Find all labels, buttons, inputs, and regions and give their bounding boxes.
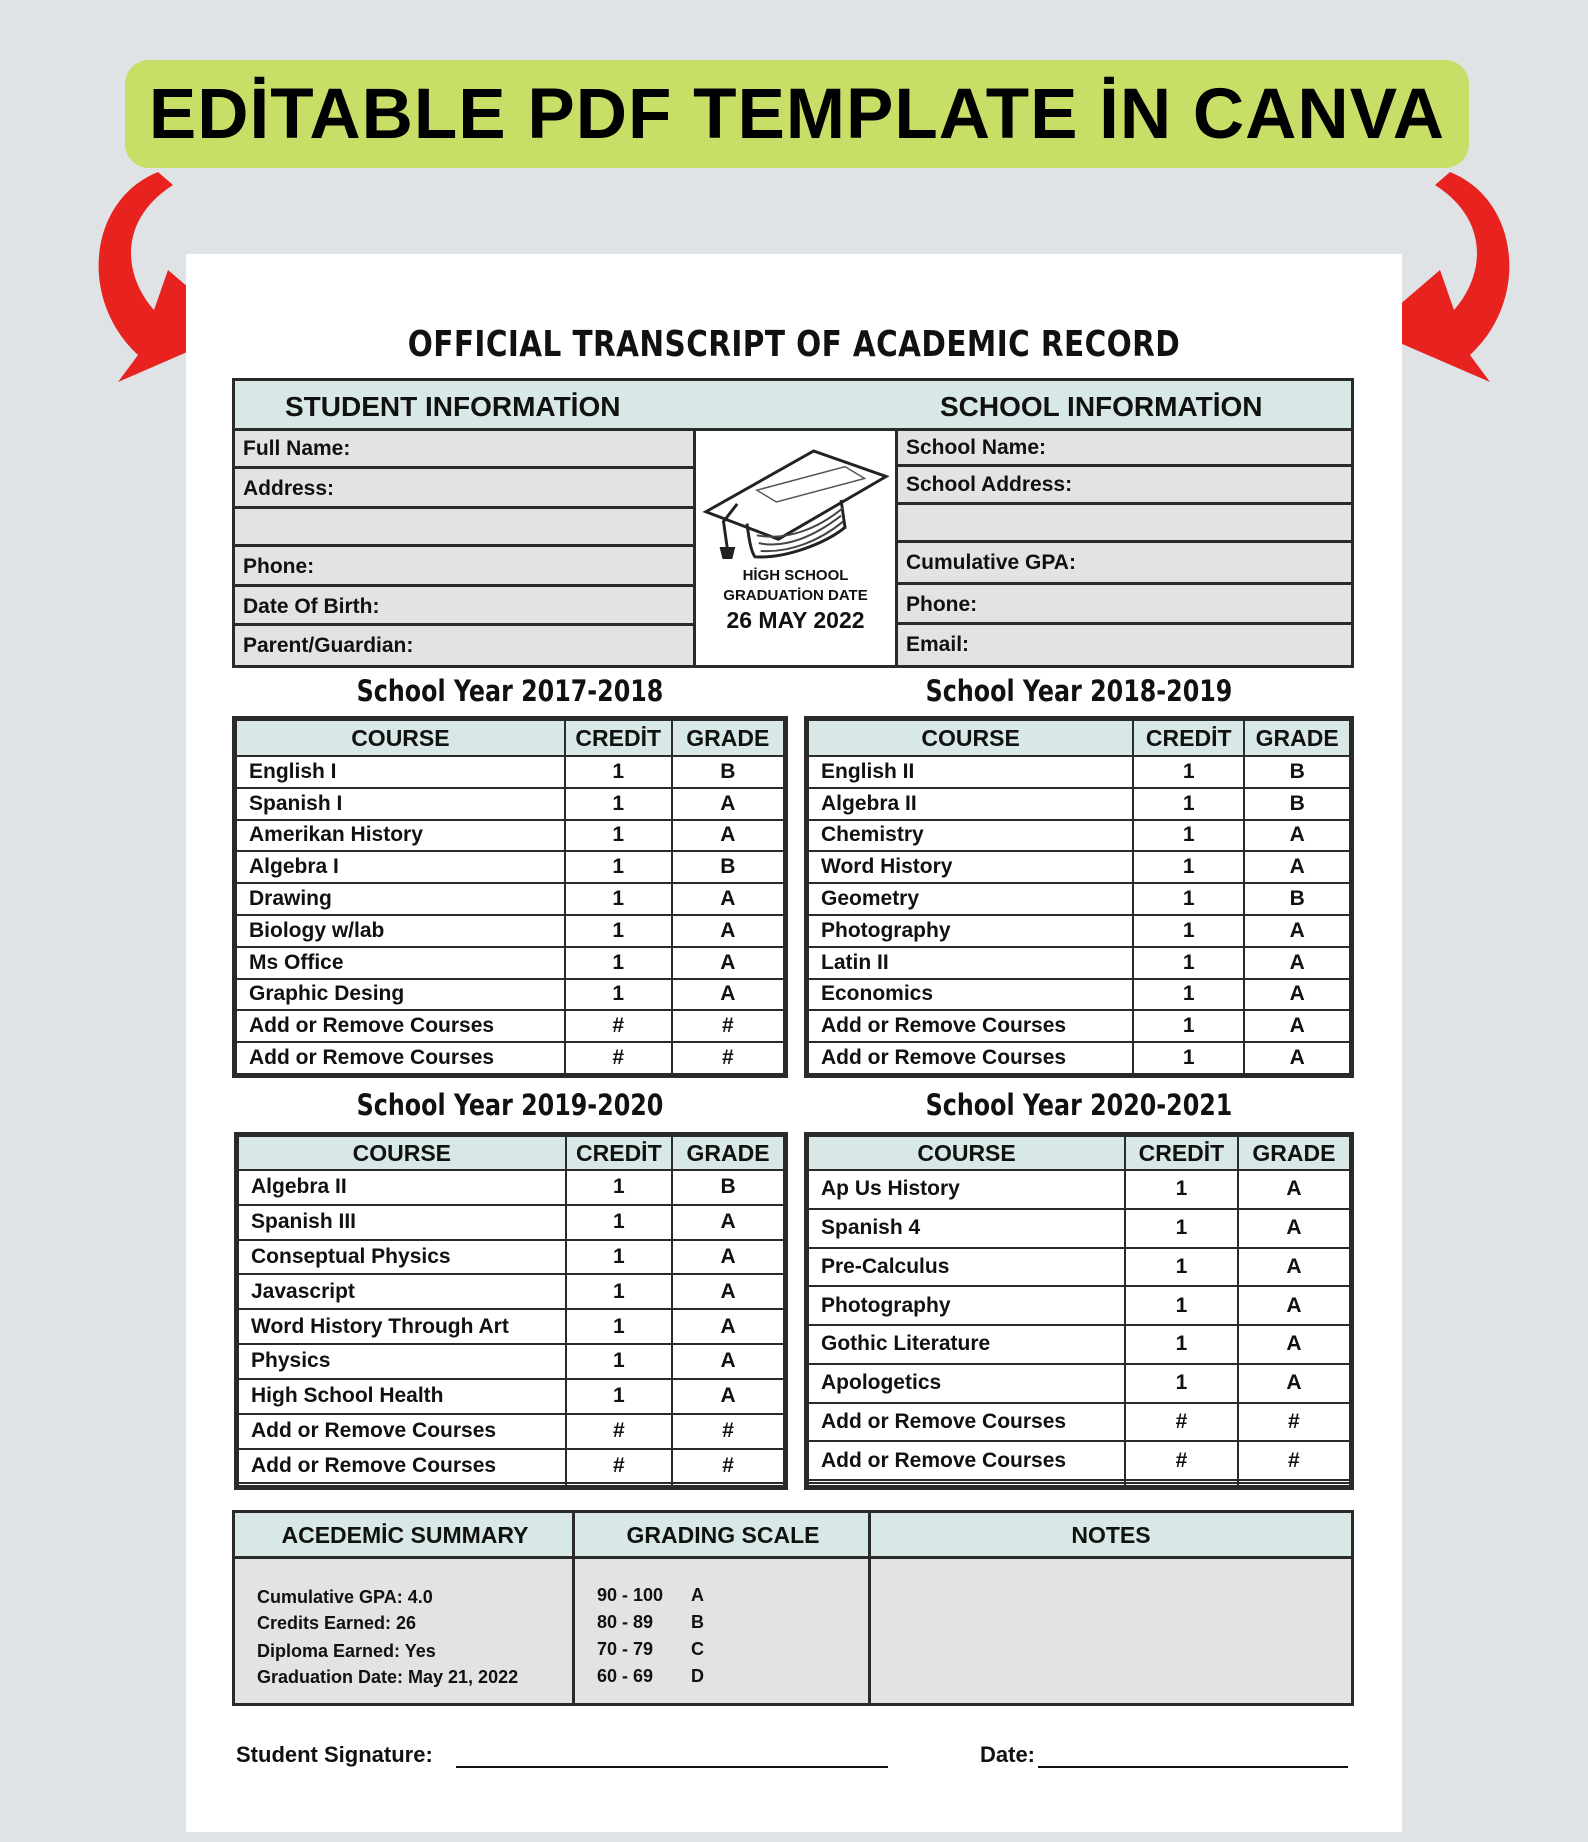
course-cell[interactable]: Word History [808,851,1133,883]
credit-cell[interactable]: 1 [565,756,672,788]
school-email-field[interactable]: Email: [906,633,970,656]
student-info-heading: STUDENT INFORMATİON [285,391,621,422]
table-row [236,756,784,788]
grade-cell[interactable]: B [672,756,784,788]
course-cell[interactable]: Algebra II [238,1170,566,1205]
course-cell[interactable]: Drawing [236,883,565,915]
table-row [808,1042,1350,1074]
table-row [238,1309,784,1344]
course-cell[interactable]: English II [808,756,1133,788]
grade-cell[interactable]: A [1238,1209,1350,1248]
table-row [236,883,784,915]
course-cell[interactable]: Add or Remove Courses [808,1403,1125,1442]
graduation-date[interactable]: 26 MAY 2022 [726,607,865,633]
grade-cell[interactable]: A [672,979,784,1011]
parent-guardian-field[interactable]: Parent/Guardian: [243,634,414,657]
course-cell[interactable]: Photography [808,915,1133,947]
summary-divider [868,1513,871,1703]
grade-header: GRADE [672,1136,784,1170]
phone-field[interactable]: Phone: [235,547,693,587]
course-cell[interactable]: Spanish III [238,1205,566,1240]
year-2018-2019-title: School Year 2018-2019 [925,674,1233,708]
grade-header: GRADE [672,720,784,756]
credit-cell[interactable]: 1 [566,1344,672,1379]
course-header: COURSE [808,720,1133,756]
grade-cell[interactable]: A [1244,947,1350,979]
year-2020-2021-table [804,1132,1354,1490]
table-row [808,979,1350,1011]
course-cell[interactable]: Physics [238,1344,566,1379]
table-row [808,883,1350,915]
table-row [236,979,784,1011]
credit-cell[interactable]: # [1125,1403,1238,1442]
grade-cell[interactable]: A [672,883,784,915]
grade-cell[interactable]: A [672,820,784,852]
credit-cell[interactable]: 1 [565,788,672,820]
course-cell[interactable]: Gothic Literature [808,1325,1125,1364]
course-cell[interactable]: Word History Through Art [238,1309,566,1344]
course-cell[interactable]: Amerikan History [236,820,565,852]
credit-cell[interactable] [566,1483,672,1486]
date-line[interactable] [1038,1766,1348,1768]
grade-cell[interactable]: # [672,1449,784,1484]
document-title: OFFICIAL TRANSCRIPT OF ACADEMIC RECORD [407,324,1181,365]
school-address-line-2-field[interactable] [898,505,1351,543]
credit-cell[interactable]: 1 [1133,1042,1244,1074]
table-row [808,1364,1350,1403]
table-row [808,947,1350,979]
grade-header: GRADE [1244,720,1350,756]
table-row [238,1414,784,1449]
credit-cell[interactable]: 1 [1133,1010,1244,1042]
grade-cell[interactable]: A [672,915,784,947]
school-address-field[interactable]: School Address: [898,467,1351,505]
credit-cell[interactable]: 1 [1133,915,1244,947]
course-cell[interactable]: Add or Remove Courses [236,1042,565,1074]
table-row [238,1170,784,1205]
course-cell[interactable]: Ms Office [236,947,565,979]
table-row [808,788,1350,820]
table-row [238,1240,784,1275]
credit-cell[interactable]: 1 [566,1309,672,1344]
banner-text: EDİTABLE PDF TEMPLATE İN CANVA [148,74,1446,154]
summary-graduation-date[interactable]: Graduation Date: May 21, 2022 [257,1667,519,1687]
table-row [236,915,784,947]
table-row [238,1344,784,1379]
banner [125,60,1469,168]
course-cell[interactable]: Ap Us History [808,1170,1125,1209]
grade-cell[interactable]: A [1238,1170,1350,1209]
credit-cell[interactable]: 1 [566,1240,672,1275]
credit-cell[interactable] [1125,1483,1238,1486]
course-cell[interactable]: Photography [808,1286,1125,1325]
credit-cell[interactable]: 1 [1133,851,1244,883]
grade-cell[interactable]: A [1244,820,1350,852]
credit-cell[interactable]: 1 [565,979,672,1011]
credit-cell[interactable]: 1 [566,1379,672,1414]
credit-cell[interactable]: 1 [565,947,672,979]
summary-divider [572,1513,575,1703]
table-row [236,788,784,820]
grade-header: GRADE [1238,1136,1350,1170]
scale-grade: B [691,1612,704,1632]
table-row [808,915,1350,947]
course-cell[interactable] [238,1483,566,1486]
credit-cell[interactable]: 1 [1125,1286,1238,1325]
grade-cell[interactable]: A [672,1274,784,1309]
credit-cell[interactable]: 1 [1125,1364,1238,1403]
credit-cell[interactable]: 1 [1125,1170,1238,1209]
grade-cell[interactable]: # [672,1042,784,1074]
summary-credits[interactable]: Credits Earned: 26 [257,1613,417,1633]
table-row [808,1248,1350,1287]
grade-cell[interactable]: B [672,851,784,883]
student-info-fields [235,431,693,665]
credit-cell[interactable]: 1 [1133,756,1244,788]
year-2018-2019-table [804,716,1354,1078]
course-header: COURSE [236,720,565,756]
grade-cell[interactable]: B [1244,756,1350,788]
course-cell[interactable]: Javascript [238,1274,566,1309]
summary-gpa[interactable]: Cumulative GPA: 4.0 [257,1587,433,1607]
grade-cell[interactable]: # [1238,1403,1350,1442]
grade-cell[interactable]: A [1244,915,1350,947]
scale-range: 70 - 79 [597,1639,654,1659]
notes-area[interactable] [874,1559,1351,1703]
course-cell[interactable]: Spanish I [236,788,565,820]
grading-scale-heading: GRADING SCALE [575,1513,871,1559]
school-phone-field[interactable]: Phone: [898,585,1351,625]
table-row [238,1379,784,1414]
table-row [236,947,784,979]
course-cell[interactable]: High School Health [238,1379,566,1414]
course-cell[interactable]: Add or Remove Courses [808,1441,1125,1480]
date-label: Date: [980,1742,1036,1767]
credit-cell[interactable]: 1 [1125,1325,1238,1364]
table-row [808,851,1350,883]
graduation-label-line2: GRADUATİON DATE [723,587,868,604]
information-block [232,378,1354,668]
credit-cell[interactable]: # [565,1042,672,1074]
scale-range: 80 - 89 [597,1612,654,1632]
grade-cell[interactable]: # [672,1010,784,1042]
grade-cell[interactable]: B [1244,883,1350,915]
credit-header: CREDİT [566,1136,672,1170]
table-row [808,1209,1350,1248]
grade-cell[interactable] [1238,1483,1350,1486]
credit-header: CREDİT [1133,720,1244,756]
course-cell[interactable]: Spanish 4 [808,1209,1125,1248]
scale-grade: A [691,1585,704,1605]
summary-diploma[interactable]: Diploma Earned: Yes [257,1641,436,1661]
course-cell[interactable]: Graphic Desing [236,979,565,1011]
course-cell[interactable]: Biology w/lab [236,915,565,947]
table-row [238,1274,784,1309]
summary-block [232,1510,1354,1706]
grade-cell[interactable]: A [1238,1248,1350,1287]
course-cell[interactable]: Chemistry [808,820,1133,852]
date-of-birth-field[interactable]: Date Of Birth: [235,587,693,626]
school-info-heading: SCHOOL INFORMATİON [940,391,1263,422]
grade-cell[interactable]: B [1244,788,1350,820]
address-field[interactable]: Address: [235,469,693,509]
grade-cell[interactable]: A [1238,1286,1350,1325]
credit-cell[interactable]: 1 [1133,820,1244,852]
graduation-label-line1: HİGH SCHOOL [742,567,849,584]
scale-grade: C [691,1639,704,1659]
grade-cell[interactable]: A [672,1309,784,1344]
course-header: COURSE [808,1136,1125,1170]
grade-cell[interactable]: A [672,1205,784,1240]
credit-header: CREDİT [1125,1136,1238,1170]
credit-cell[interactable]: 1 [566,1274,672,1309]
course-cell[interactable]: Latin II [808,947,1133,979]
grade-cell[interactable]: # [672,1414,784,1449]
grade-cell[interactable]: A [1238,1325,1350,1364]
school-info-fields [895,431,1351,665]
table-row [238,1449,784,1484]
table-row [808,1441,1350,1480]
notes-heading: NOTES [871,1513,1351,1559]
credit-cell[interactable]: # [565,1010,672,1042]
table-row [808,1483,1350,1486]
table-row [238,1483,784,1486]
credit-cell[interactable]: # [566,1414,672,1449]
grade-cell[interactable]: A [672,1344,784,1379]
course-cell[interactable]: Algebra I [236,851,565,883]
credit-cell[interactable]: 1 [565,851,672,883]
course-cell[interactable]: Pre-Calculus [808,1248,1125,1287]
student-signature-line[interactable] [456,1766,888,1768]
credit-cell[interactable]: 1 [566,1205,672,1240]
grade-cell[interactable]: A [1244,979,1350,1011]
credit-cell[interactable]: # [1125,1441,1238,1480]
grade-cell[interactable] [672,1483,784,1486]
table-row [236,851,784,883]
grade-cell[interactable]: A [1244,1042,1350,1074]
table-row [236,820,784,852]
table-row [808,1325,1350,1364]
year-2017-2018-title: School Year 2017-2018 [356,674,664,708]
information-header [235,381,1351,431]
table-row [808,1010,1350,1042]
table-row [236,1042,784,1074]
grade-cell[interactable]: A [1244,851,1350,883]
graduation-panel [693,431,895,665]
academic-summary-heading: ACEDEMİC SUMMARY [235,1513,575,1559]
course-cell[interactable]: Add or Remove Courses [236,1010,565,1042]
credit-cell[interactable]: 1 [565,915,672,947]
address-line-2-field[interactable] [235,509,693,547]
student-signature-label: Student Signature: [236,1742,433,1767]
scale-range: 90 - 100 [597,1585,664,1605]
table-row [236,1010,784,1042]
credit-cell[interactable]: 1 [1133,788,1244,820]
course-cell[interactable]: Economics [808,979,1133,1011]
year-2020-2021-title: School Year 2020-2021 [925,1088,1233,1122]
full-name-field[interactable]: Full Name: [235,431,693,469]
course-cell[interactable]: Geometry [808,883,1133,915]
credit-cell[interactable]: 1 [566,1170,672,1205]
course-cell[interactable]: Add or Remove Courses [238,1414,566,1449]
table-row [808,756,1350,788]
table-row [808,1170,1350,1209]
course-header: COURSE [238,1136,566,1170]
credit-cell[interactable]: 1 [1125,1248,1238,1287]
course-cell[interactable]: Algebra II [808,788,1133,820]
year-2019-2020-title: School Year 2019-2020 [356,1088,664,1122]
scale-grade: D [691,1666,704,1686]
course-cell[interactable]: Apologetics [808,1364,1125,1403]
credit-cell[interactable]: 1 [1133,883,1244,915]
table-row [808,1286,1350,1325]
graduation-cap-icon [698,441,894,559]
course-cell[interactable]: Conseptual Physics [238,1240,566,1275]
cumulative-gpa-field[interactable]: Cumulative GPA: [898,543,1351,585]
grade-cell[interactable]: A [672,1379,784,1414]
course-cell[interactable]: Add or Remove Courses [808,1042,1133,1074]
school-name-field[interactable]: School Name: [898,431,1351,467]
credit-cell[interactable]: 1 [565,820,672,852]
course-cell[interactable] [808,1483,1125,1486]
course-cell[interactable]: Add or Remove Courses [808,1010,1133,1042]
credit-cell[interactable]: # [566,1449,672,1484]
credit-cell[interactable]: 1 [1133,947,1244,979]
grade-cell[interactable]: A [672,1240,784,1275]
table-row [238,1205,784,1240]
credit-cell[interactable]: 1 [565,883,672,915]
table-row [808,820,1350,852]
year-2017-2018-table [232,716,788,1078]
grade-cell[interactable]: A [1244,1010,1350,1042]
grade-cell[interactable]: B [672,1170,784,1205]
grade-cell[interactable]: A [672,788,784,820]
course-cell[interactable]: English I [236,756,565,788]
credit-cell[interactable]: 1 [1125,1209,1238,1248]
credit-header: CREDİT [565,720,672,756]
transcript-page [186,254,1402,1832]
grade-cell[interactable]: A [1238,1364,1350,1403]
grade-cell[interactable]: # [1238,1441,1350,1480]
course-cell[interactable]: Add or Remove Courses [238,1449,566,1484]
grade-cell[interactable]: A [672,947,784,979]
year-2019-2020-table [234,1132,788,1490]
credit-cell[interactable]: 1 [1133,979,1244,1011]
table-row [808,1403,1350,1442]
scale-range: 60 - 69 [597,1666,654,1686]
